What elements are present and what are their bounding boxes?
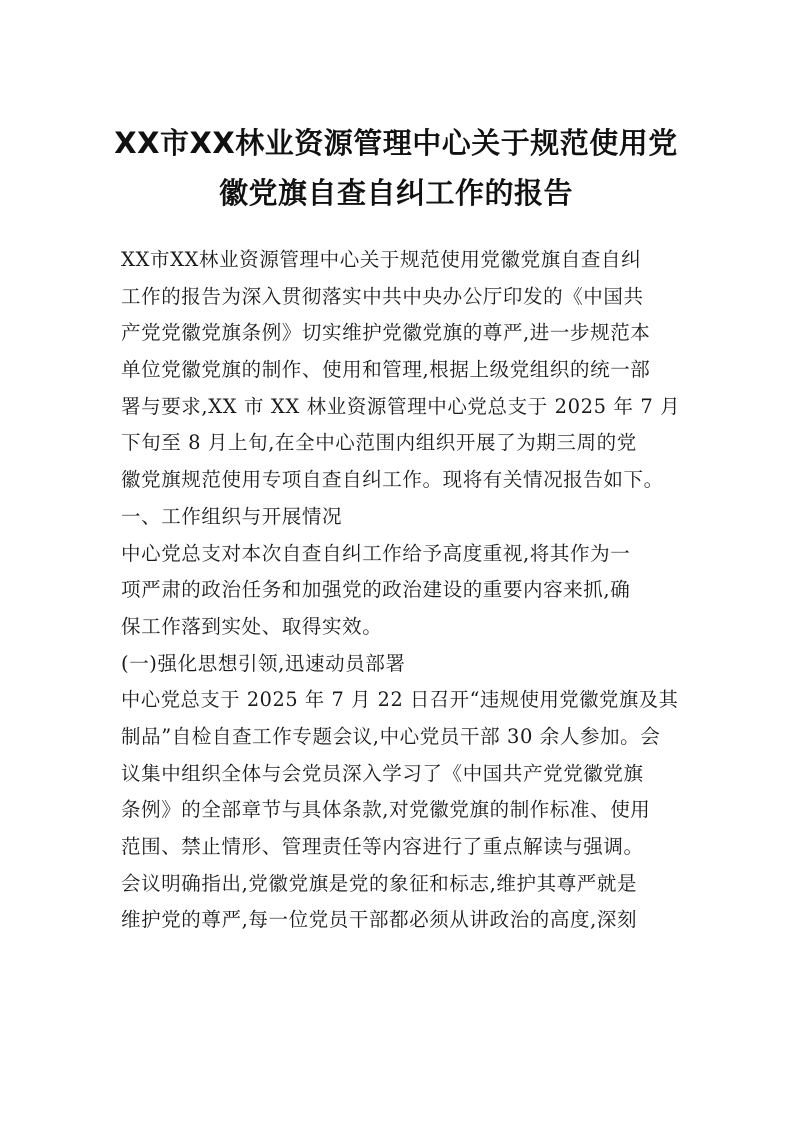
body-line: 署与要求,XX 市 XX 林业资源管理中心党总支于 2025 年 7 月 — [121, 394, 681, 418]
subsection-heading: (一)强化思想引领,迅速动员部署 — [121, 651, 406, 675]
body-line: 中心党总支对本次自查自纠工作给予高度重视,将其作为一 — [121, 541, 631, 565]
document-body — [121, 242, 681, 939]
body-line: 保工作落到实处、取得实效。 — [121, 614, 383, 638]
title-line: 徽党旗自查自纠工作的报告 — [218, 176, 573, 210]
body-line: 徽党旗规范使用专项自查自纠工作。现将有关情况报告如下。 — [121, 468, 664, 492]
body-line: 会议明确指出,党徽党旗是党的象征和标志,维护其尊严就是 — [121, 871, 638, 895]
body-line: 制品”自检自查工作专题会议,中心党员干部 30 余人参加。会 — [121, 724, 661, 748]
body-line: XX市XX林业资源管理中心关于规范使用党徽党旗自查自纠 — [121, 248, 642, 271]
section-heading: 一、工作组织与开展情况 — [121, 504, 343, 528]
title-line: XX市XX林业资源管理中心关于规范使用党 — [114, 126, 678, 160]
body-line: 产党党徽党旗条例》切实维护党徽党旗的尊严,进一步规范本 — [121, 321, 651, 345]
body-line: 项严肃的政治任务和加强党的政治建设的重要内容来抓,确 — [121, 578, 631, 602]
body-line: 条例》的全部章节与具体条款,对党徽党旗的制作标准、使用 — [121, 798, 651, 822]
document-title — [96, 118, 696, 218]
body-line: 范围、禁止情形、管理责任等内容进行了重点解读与强调。 — [121, 835, 644, 858]
body-line: 下旬至 8 月上旬,在全中心范围内组织开展了为期三周的党 — [121, 431, 637, 455]
body-line: 维护党的尊严,每一位党员干部都必须从讲政治的高度,深刻 — [121, 908, 638, 932]
body-line: 中心党总支于 2025 年 7 月 22 日召开“违规使用党徽党旗及其 — [121, 688, 679, 712]
body-line: 工作的报告为深入贯彻落实中共中央办公厅印发的《中国共 — [121, 284, 644, 308]
body-line: 单位党徽党旗的制作、使用和管理,根据上级党组织的统一部 — [121, 358, 651, 382]
body-line: 议集中组织全体与会党员深入学习了《中国共产党党徽党旗 — [121, 761, 644, 785]
